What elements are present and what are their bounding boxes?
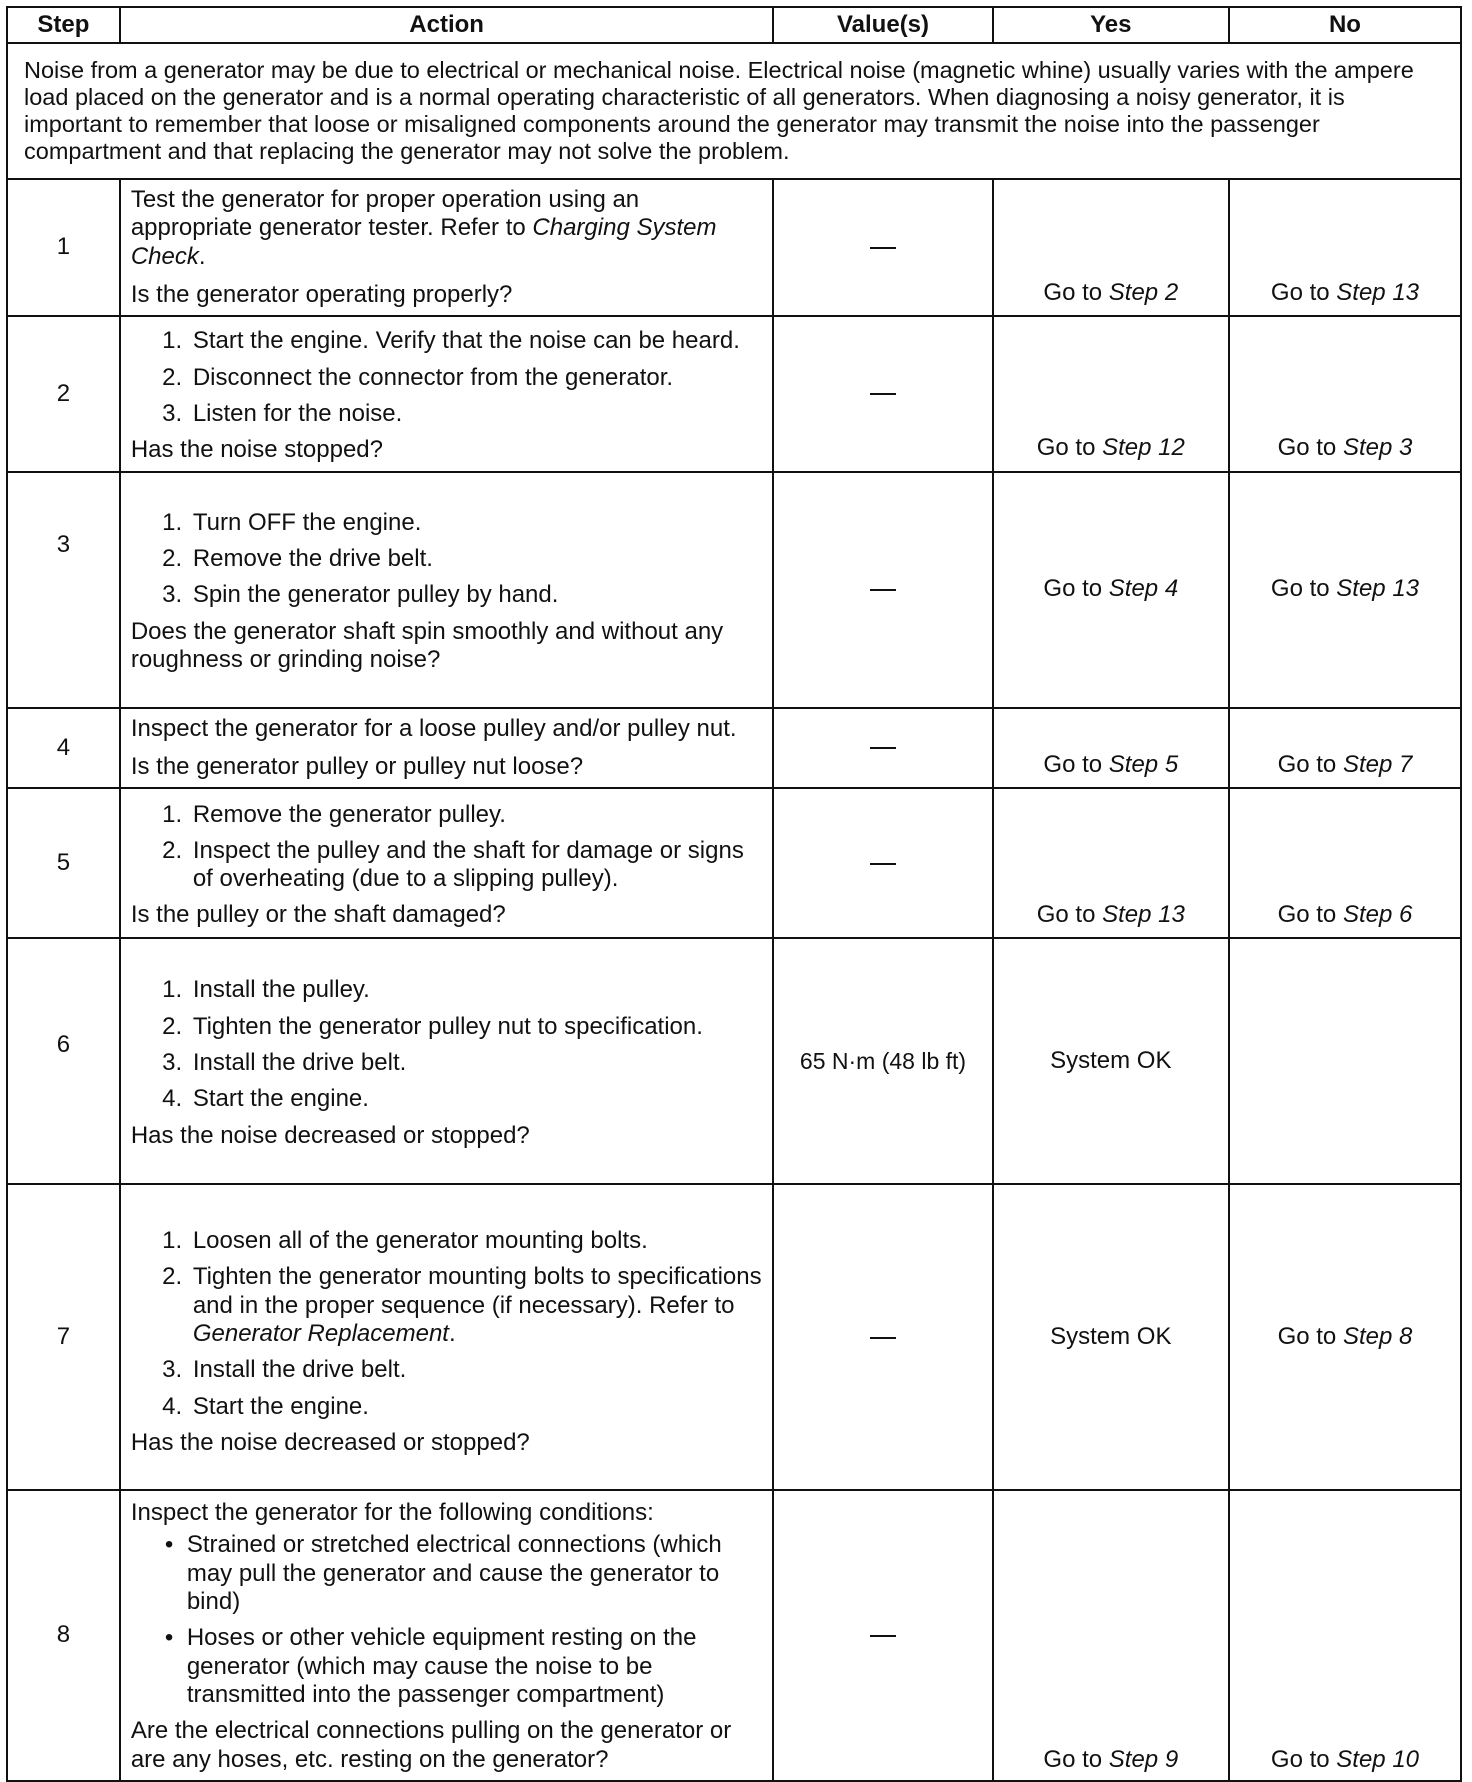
- step-action: [120, 1184, 774, 1490]
- header-values: Value(s): [773, 7, 992, 43]
- dash-mark: [870, 589, 896, 591]
- dash-mark: [870, 1337, 896, 1339]
- goto-link[interactable]: Step 3: [1342, 434, 1413, 462]
- step-yes: Go to Step 9: [993, 1490, 1229, 1781]
- step-action: [120, 788, 774, 938]
- step-action: [120, 316, 774, 471]
- table-row: [7, 1490, 1461, 1781]
- list-item: • Hoses or other vehicle equipment resting on the generator (which may cause the noise to be transmitted into the passenger compartment): [164, 1624, 697, 1708]
- list-item: 2. Tighten the generator pulley nut to specification.: [189, 1013, 763, 1041]
- step-list: [131, 801, 763, 894]
- step-yes: System OK: [993, 938, 1229, 1184]
- list-item: 1. Install the pulley.: [189, 976, 763, 1004]
- list-item: 3. Spin the generator pulley by hand.: [189, 581, 763, 609]
- goto-link[interactable]: Step 6: [1342, 900, 1413, 928]
- list-item: 4. Start the engine.: [189, 1085, 763, 1113]
- intro-text: Noise from a generator may be due to electrical or mechanical noise. Electrical noise (magnetic whine) usually varies with the ampere load placed on the generator and is a normal operating characteristic of all generators. When diagnosing a noisy generator, it is important to remember that loose or misaligned components around the generator may transmit the noise into the passenger compartment and that replacing the generator may not solve the problem.: [7, 43, 1461, 179]
- list-item: 3. Install the drive belt.: [189, 1049, 763, 1077]
- goto-link[interactable]: Step 8: [1342, 1322, 1413, 1350]
- step-question: Is the generator pulley or pulley nut loose?: [130, 752, 584, 780]
- goto-link[interactable]: Step 13: [1102, 900, 1185, 928]
- header-action: Action: [120, 7, 774, 43]
- step-bullets: [131, 1531, 763, 1709]
- list-item: 2. Tighten the generator mounting bolts to specifications and in the proper sequence (if necessary). Refer to Generator Replacement.: [189, 1263, 763, 1348]
- step-value: [773, 472, 992, 708]
- step-list: [131, 327, 763, 428]
- step-number: 5: [7, 788, 120, 938]
- intro-row: [7, 43, 1461, 179]
- step-number: 4: [7, 708, 120, 789]
- table-row: [7, 708, 1461, 789]
- step-yes: Go to Step 13: [993, 788, 1229, 938]
- step-number: 2: [7, 316, 120, 471]
- step-list: [131, 1227, 763, 1421]
- step-no: Go to Step 13: [1229, 472, 1461, 708]
- list-item: 3. Listen for the noise.: [189, 400, 763, 428]
- table-row: [7, 1184, 1461, 1490]
- action-text: Inspect the generator for the following conditions:: [130, 1499, 654, 1527]
- dash-mark: [870, 863, 896, 865]
- header-no: No: [1229, 7, 1461, 43]
- step-no: Go to Step 10: [1229, 1490, 1461, 1781]
- header-yes: Yes: [993, 7, 1229, 43]
- table-row: [7, 938, 1461, 1184]
- list-item: 1. Start the engine. Verify that the noise can be heard.: [189, 327, 763, 355]
- step-yes: Go to Step 12: [993, 316, 1229, 471]
- goto-link[interactable]: Step 4: [1108, 575, 1179, 603]
- step-value: 65 N·m (48 lb ft): [773, 938, 992, 1184]
- step-value: [773, 316, 992, 471]
- list-item: 2. Disconnect the connector from the generator.: [189, 364, 763, 392]
- ref-charging-system-check[interactable]: Charging System Check: [130, 214, 717, 270]
- goto-link[interactable]: Step 7: [1342, 750, 1413, 778]
- step-number: 7: [7, 1184, 120, 1490]
- action-text: Inspect the generator for a loose pulley and/or pulley nut.: [130, 714, 737, 742]
- list-item: 2. Inspect the pulley and the shaft for damage or signs of overheating (due to a slipping pulley).: [189, 837, 763, 894]
- step-value: [773, 788, 992, 938]
- dash-mark: [870, 247, 896, 249]
- step-no: Go to Step 7: [1229, 708, 1461, 789]
- list-item: 2. Remove the drive belt.: [189, 545, 763, 573]
- list-item: 1. Loosen all of the generator mounting bolts.: [189, 1227, 763, 1255]
- step-value: [773, 179, 992, 316]
- list-item: • Strained or stretched electrical connections (which may pull the generator and cause the generator to bind): [164, 1531, 722, 1616]
- list-item: 4. Start the engine.: [189, 1393, 763, 1421]
- goto-link[interactable]: Step 2: [1108, 278, 1179, 306]
- step-question: Has the noise stopped?: [130, 436, 384, 464]
- goto-link[interactable]: Step 12: [1102, 434, 1185, 462]
- step-yes: Go to Step 2: [993, 179, 1229, 316]
- dash-mark: [870, 1635, 896, 1637]
- table-row: [7, 788, 1461, 938]
- step-no: [1229, 938, 1461, 1184]
- step-question: Has the noise decreased or stopped?: [130, 1428, 530, 1456]
- goto-link[interactable]: Step 10: [1336, 1745, 1420, 1773]
- table-row: [7, 316, 1461, 471]
- step-action: [120, 179, 774, 316]
- goto-link[interactable]: Step 9: [1108, 1745, 1179, 1773]
- step-yes: Go to Step 4: [993, 472, 1229, 708]
- step-number: 8: [7, 1490, 120, 1781]
- list-item: 1. Remove the generator pulley.: [189, 801, 763, 829]
- table-row: [7, 179, 1461, 316]
- goto-link[interactable]: Step 5: [1108, 750, 1179, 778]
- step-no: Go to Step 8: [1229, 1184, 1461, 1490]
- step-action: [120, 1490, 774, 1781]
- step-list: [131, 509, 763, 610]
- goto-link[interactable]: Step 13: [1336, 278, 1420, 306]
- action-text: Test the generator for proper operation using an appropriate generator tester. Refer to Charging System Check.: [130, 186, 717, 270]
- step-question: Does the generator shaft spin smoothly and without any roughness or grinding noise?: [130, 617, 724, 673]
- step-no: Go to Step 6: [1229, 788, 1461, 938]
- list-item: 1. Turn OFF the engine.: [189, 509, 763, 537]
- step-question: Has the noise decreased or stopped?: [130, 1121, 530, 1149]
- step-action: [120, 938, 774, 1184]
- step-number: 6: [7, 938, 120, 1184]
- step-yes: Go to Step 5: [993, 708, 1229, 789]
- step-value: [773, 708, 992, 789]
- step-question: Are the electrical connections pulling on the generator or are any hoses, etc. resting on the generator?: [130, 1717, 732, 1773]
- table-row: [7, 472, 1461, 708]
- header-step: Step: [7, 7, 120, 43]
- step-no: Go to Step 13: [1229, 179, 1461, 316]
- step-value: [773, 1184, 992, 1490]
- dash-mark: [870, 747, 896, 749]
- step-value: [773, 1490, 992, 1781]
- header-row: [7, 7, 1461, 43]
- ref-generator-replacement[interactable]: Generator Replacement: [192, 1319, 449, 1347]
- dash-mark: [870, 393, 896, 395]
- step-no: Go to Step 3: [1229, 316, 1461, 471]
- step-action: [120, 708, 774, 789]
- step-number: 3: [7, 472, 120, 708]
- step-list: [131, 976, 763, 1113]
- step-question: Is the generator operating properly?: [130, 280, 513, 308]
- list-item: 3. Install the drive belt.: [189, 1356, 763, 1384]
- step-number: 1: [7, 179, 120, 316]
- diagnostic-table: [6, 6, 1462, 1782]
- step-yes: System OK: [993, 1184, 1229, 1490]
- step-action: [120, 472, 774, 708]
- step-question: Is the pulley or the shaft damaged?: [130, 901, 506, 929]
- goto-link[interactable]: Step 13: [1336, 575, 1420, 603]
